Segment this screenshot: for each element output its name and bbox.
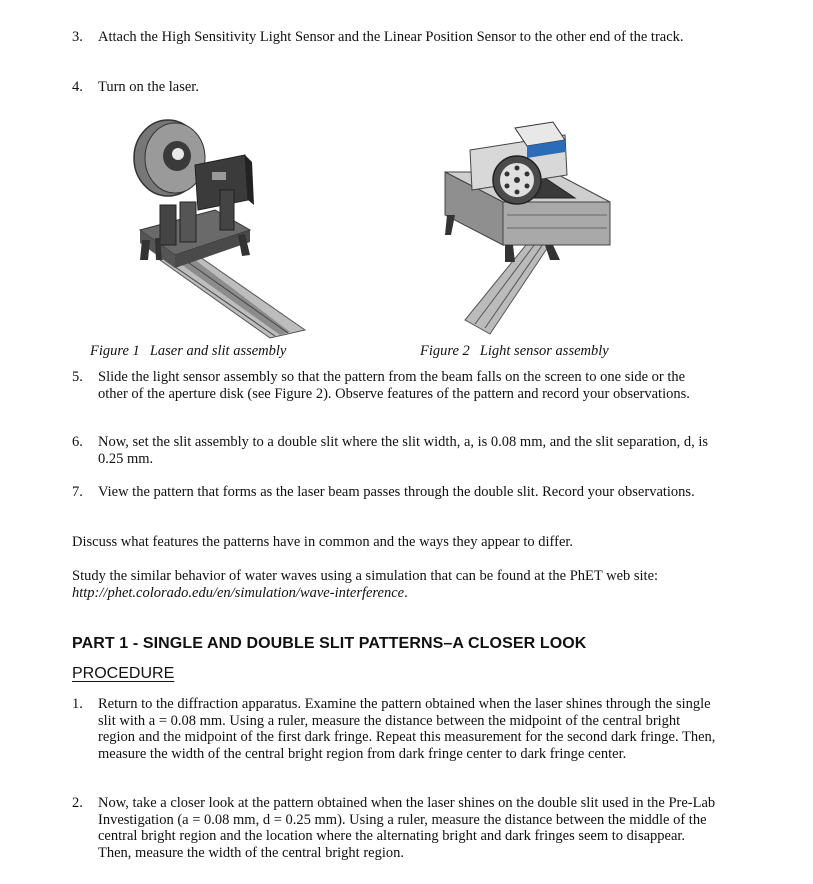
step-6-text: Now, set the slit assembly to a double slit where the slit width, a, is 0.08 mm, and the slit separation, d, is 0.25 mm. <box>98 434 708 467</box>
figure-caption-text: Laser and slit assembly <box>149 343 287 359</box>
step-number: 3. <box>72 29 83 45</box>
step-5-text: Slide the light sensor assembly so that the pattern from the beam falls on the screen to one side or the other of the aperture disk (see Figure 2). Observe features of the pattern and record your observations. <box>98 369 690 402</box>
figure-label: Figure 2 <box>420 343 470 359</box>
study-end: . <box>404 584 408 601</box>
step-number: 7. <box>72 484 83 500</box>
laser-slit-assembly-figure <box>120 110 320 340</box>
part1-step-2-text: Now, take a closer look at the pattern obtained when the laser shines on the double slit used in the Pre-Lab Investigation (a = 0.08 mm, d = 0.25 mm). Using a ruler, measure the distance between the middle of the central bright region and the location where the alternating bright and dark fringes seem to disappear. Then, measure the width of the central bright region. <box>98 795 716 861</box>
step-number: 6. <box>72 434 83 450</box>
figure-2-caption <box>420 343 609 359</box>
step-3-text: Attach the High Sensitivity Light Sensor and the Linear Position Sensor to the other end of the track. <box>98 29 684 45</box>
procedure-heading: PROCEDURE <box>72 665 175 682</box>
study-text: Study the similar behavior of water waves using a simulation that can be found at the PhET web site: <box>72 568 659 584</box>
discuss-paragraph: Discuss what features the patterns have in common and the ways they appear to differ. <box>72 534 574 550</box>
figure-1-caption <box>90 343 286 359</box>
step-number: 4. <box>72 79 83 95</box>
part1-step-1-text: Return to the diffraction apparatus. Examine the pattern obtained when the laser shines through the single slit with a = 0.08 mm. Using a ruler, measure the distance between the midpoint of the central bright region and the midpoint of the first dark fringe. Repeat this measurement for the second dark fringe. Then, measure the width of the central bright region from dark fringe center to dark fringe center. <box>98 696 716 762</box>
figure-label: Figure 1 <box>90 343 140 359</box>
step-4-text: Turn on the laser. <box>98 79 199 95</box>
phet-simulation-link[interactable]: http://phet.colorado.edu/en/simulation/wave-interference <box>72 584 405 601</box>
step-number: 1. <box>72 696 83 712</box>
step-7-text: View the pattern that forms as the laser beam passes through the double slit. Record your observations. <box>98 484 695 500</box>
part-1-heading: PART 1 - SINGLE AND DOUBLE SLIT PATTERNS–A CLOSER LOOK <box>72 635 587 652</box>
figure-caption-text: Light sensor assembly <box>479 343 609 359</box>
step-number: 5. <box>72 369 83 385</box>
light-sensor-assembly-figure <box>435 120 620 335</box>
step-number: 2. <box>72 795 83 811</box>
study-paragraph <box>72 568 722 601</box>
